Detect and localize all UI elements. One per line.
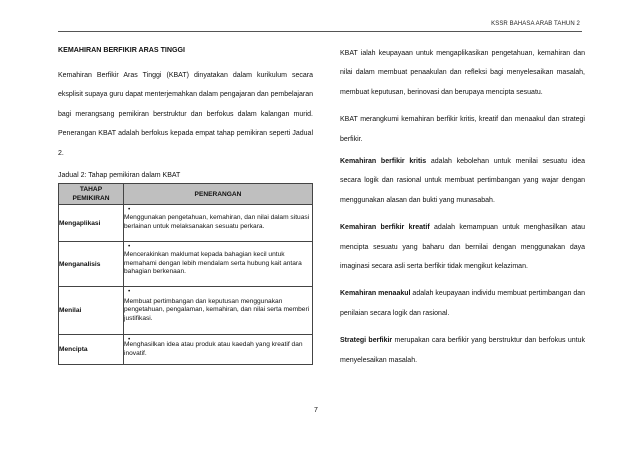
critical-thinking-text: adalah kebolehan untuk menilai sesuatu idea secara logik dan rasional untuk membuat pertimbangan yang wajar dengan menggunakan alasan dan bukti yang munasabah.: [340, 158, 585, 204]
description-cell: [124, 242, 313, 287]
level-cell: Mengaplikasi: [59, 205, 124, 242]
creative-thinking-term: Kemahiran berfikir kreatif: [340, 224, 430, 232]
kbat-scope-paragraph: KBAT merangkumi kemahiran berfikir kritis, kreatif dan menaakul dan strategi berfikir.: [340, 116, 585, 143]
bullet-icon: •: [128, 288, 131, 296]
description-cell: [124, 335, 313, 365]
table-caption: Jadual 2: Tahap pemikiran dalam KBAT: [58, 172, 181, 180]
bullet-icon: •: [128, 243, 131, 251]
level-cell: Menilai: [59, 287, 124, 335]
intro-paragraph: Kemahiran Berfikir Aras Tinggi (KBAT) dinyatakan dalam kurikulum secara eksplisit supaya guru dapat menterjemahkan dalam pengajaran dan pembelajaran bagi merangsang pemikiran berstruktur dan berfokus dalam kalangan murid. Penerangan KBAT adalah berfokus kepada empat tahap pemikiran seperti Jadual 2.: [58, 72, 313, 157]
reasoning-text: adalah keupayaan individu membuat pertimbangan dan penilaian secara logik dan rasional.: [340, 290, 585, 317]
running-header: KSSR BAHASA ARAB TAHUN 2: [491, 21, 580, 27]
description-cell: [124, 205, 313, 242]
description-cell: [124, 287, 313, 335]
bullet-icon: •: [128, 206, 131, 214]
creative-thinking-text: adalah kemampuan untuk menghasilkan atau mencipta sesuatu yang baharu dan bernilai dengan menggunakan daya imaginasi secara asli serta berfikir tidak mengikut kelaziman.: [340, 224, 585, 271]
critical-thinking-paragraph: [340, 152, 585, 210]
creative-thinking-paragraph: [340, 218, 585, 276]
description-text: Menghasilkan idea atau produk atau kaedah yang kreatif dan inovatif.: [124, 340, 303, 357]
col-header-level: TAHAP PEMIKIRAN: [59, 184, 124, 205]
section-heading: KEMAHIRAN BERFIKIR ARAS TINGGI: [58, 46, 186, 54]
left-column: [58, 44, 313, 365]
level-cell: Mencipta: [59, 335, 124, 365]
thinking-strategy-paragraph: [340, 331, 585, 370]
header-rule: [58, 31, 582, 32]
table-header-row: [59, 184, 313, 205]
bullet-icon: •: [128, 336, 131, 344]
right-column: [340, 44, 585, 370]
kbat-definition-paragraph: KBAT ialah keupayaan untuk mengaplikasikan pengetahuan, kemahiran dan nilai dalam membuat penaakulan dan refleksi bagi menyelesaikan masalah, membuat keputusan, berinovasi dan berupaya mencipta sesuatu.: [340, 50, 585, 96]
description-text: Mencerakinkan maklumat kepada bahagian kecil untuk memahami dengan lebih mendalam serta hubung kait antara bahagian berkenaan.: [124, 251, 302, 276]
description-text: Membuat pertimbangan dan keputusan menggunakan pengetahuan, pengalaman, kemahiran, dan nilai serta memberi justifikasi.: [124, 297, 310, 322]
thinking-strategy-text: merupakan cara berfikir yang berstruktur dan berfokus untuk menyelesaikan masalah.: [340, 337, 585, 364]
critical-thinking-term: Kemahiran berfikir kritis: [340, 158, 427, 166]
table-row: [59, 242, 313, 287]
table-row: [59, 335, 313, 365]
thinking-levels-table: [58, 183, 313, 365]
level-cell: Menganalisis: [59, 242, 124, 287]
page-number: 7: [314, 407, 318, 414]
description-text: Menggunakan pengetahuan, kemahiran, dan nilai dalam situasi berlainan untuk melaksanakan sesuatu perkara.: [124, 214, 310, 231]
table-row: [59, 287, 313, 335]
thinking-strategy-term: Strategi berfikir: [340, 337, 393, 345]
reasoning-term: Kemahiran menaakul: [340, 290, 411, 298]
col-header-description: PENERANGAN: [124, 184, 313, 205]
reasoning-paragraph: [340, 284, 585, 323]
table-row: [59, 205, 313, 242]
